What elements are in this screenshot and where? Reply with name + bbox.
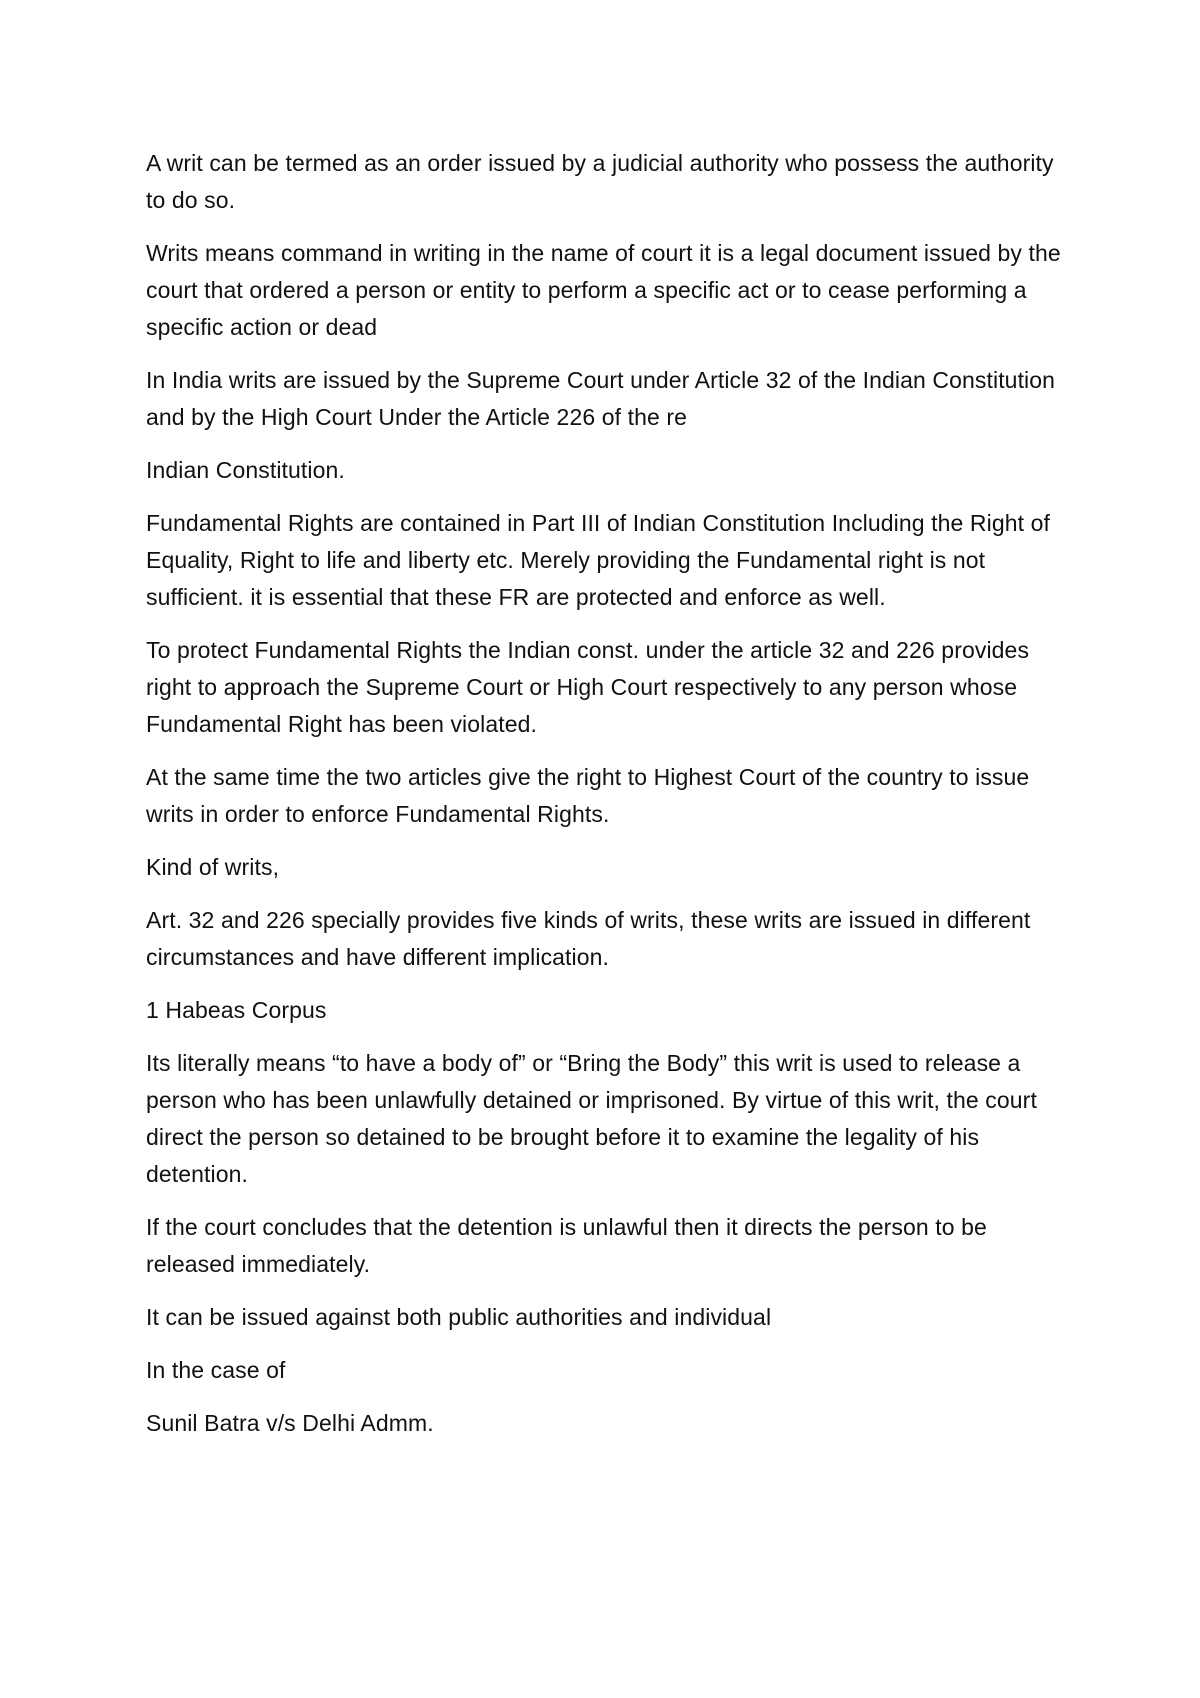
- paragraph-two-articles: At the same time the two articles give the right to Highest Court of the country to issue writs in order to enforce Fundamental Rights.: [146, 764, 1030, 827]
- paragraph-in-the-case-of: In the case of: [146, 1357, 286, 1383]
- paragraph-writ-definition: A writ can be termed as an order issued by a judicial authority who possess the authority to do so.: [146, 150, 1054, 213]
- paragraph-indian-constitution: Indian Constitution.: [146, 457, 345, 483]
- paragraph-kind-of-writs: Kind of writs,: [146, 854, 280, 880]
- paragraph-habeas-meaning: Its literally means “to have a body of” or “Bring the Body” this writ is used to release a person who has been unlawfully detained or imprisoned. By virtue of this writ, the court direct the person so detained to be brought before it to examine the legality of his detention.: [146, 1050, 1037, 1187]
- heading-habeas-corpus: 1 Habeas Corpus: [146, 997, 327, 1023]
- paragraph-india-writs: In India writs are issued by the Supreme Court under Article 32 of the Indian Constitution and by the High Court Under the Article 226 of the re: [146, 367, 1056, 430]
- paragraph-detention-unlawful: If the court concludes that the detention is unlawful then it directs the person to be released immediately.: [146, 1214, 987, 1277]
- paragraph-issued-against: It can be issued against both public authorities and individual: [146, 1304, 772, 1330]
- paragraph-fundamental-rights: Fundamental Rights are contained in Part III of Indian Constitution Including the Right of Equality, Right to life and liberty etc. Merely providing the Fundamental right is not sufficient. it is essential that these FR are protected and enforce as well.: [146, 510, 1050, 610]
- document-body: [146, 145, 1076, 1458]
- paragraph-case-name: Sunil Batra v/s Delhi Admm.: [146, 1410, 434, 1436]
- paragraph-writ-meaning: Writs means command in writing in the name of court it is a legal document issued by the court that ordered a person or entity to perform a specific act or to cease performing a specific action or dead: [146, 240, 1061, 340]
- paragraph-five-kinds: Art. 32 and 226 specially provides five kinds of writs, these writs are issued in different circumstances and have different implication.: [146, 907, 1031, 970]
- paragraph-protect-rights: To protect Fundamental Rights the Indian const. under the article 32 and 226 provides right to approach the Supreme Court or High Court respectively to any person whose Fundamental Right has been violated.: [146, 637, 1030, 737]
